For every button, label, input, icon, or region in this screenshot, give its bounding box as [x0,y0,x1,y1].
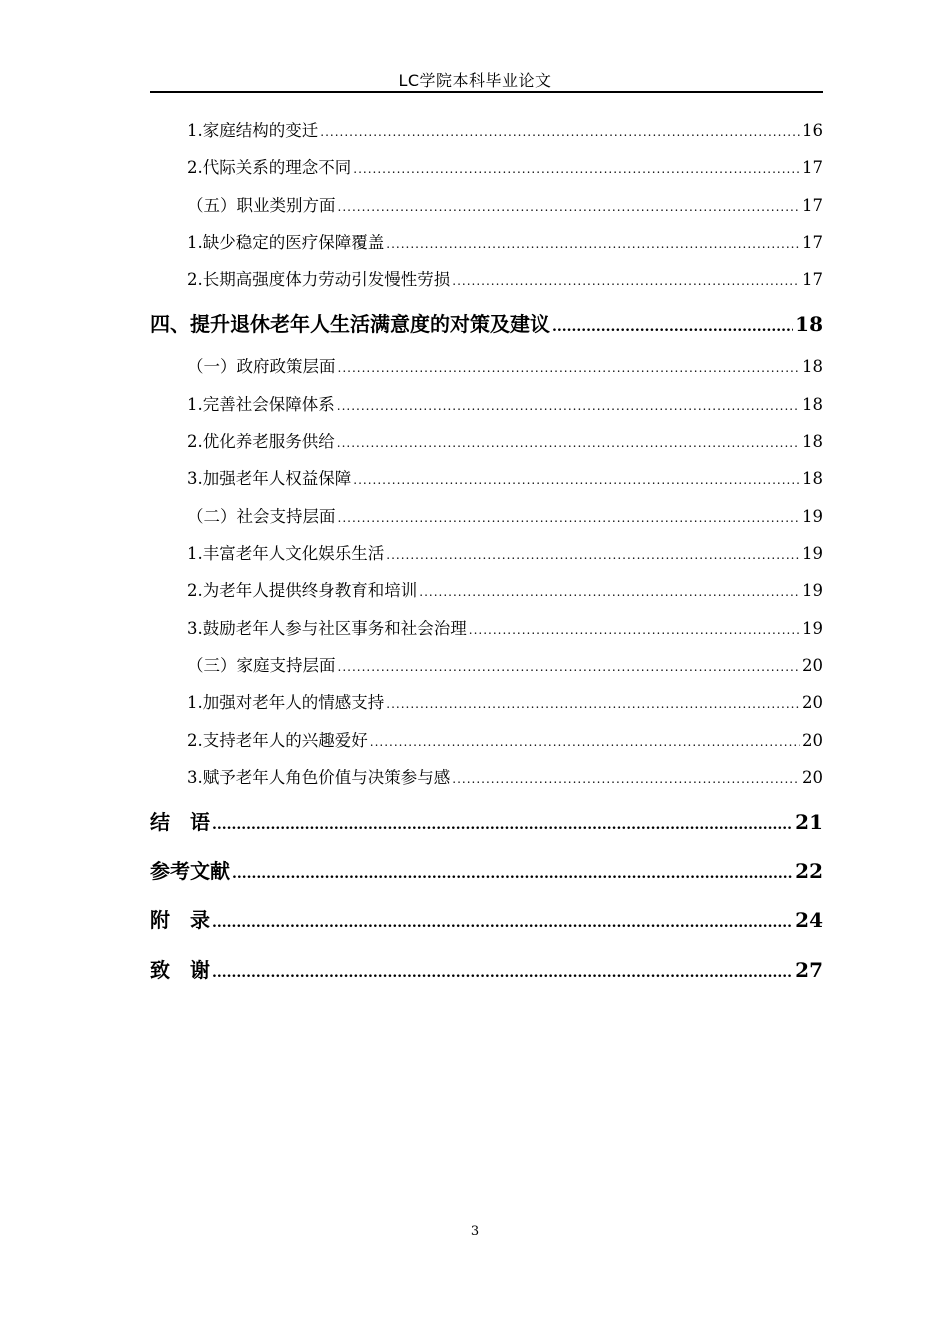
toc-entry-page: 19 [802,581,823,600]
toc-entry-page: 20 [802,768,823,787]
toc-dot-leader [469,624,800,637]
toc-dot-leader [337,400,800,413]
toc-entry[interactable] [150,657,823,675]
toc-dot-leader [452,275,800,288]
toc-entry-page: 17 [802,270,823,289]
toc-dot-leader [370,736,800,749]
toc-entry-label: 3.鼓励老年人参与社区事务和社会治理 [187,619,467,638]
running-header-title: LC学院本科毕业论文 [398,71,552,90]
toc-entry-label: 结 语 [150,810,210,834]
toc-entry[interactable] [150,433,823,451]
page-number: 3 [470,1224,480,1239]
toc-dot-leader [338,362,801,375]
toc-dot-leader [212,966,793,981]
toc-chapter-entry[interactable] [150,313,823,335]
toc-entry-label: 2.长期高强度体力劳动引发慢性劳损 [187,270,451,289]
toc-entry-page: 27 [795,958,823,982]
toc-entry[interactable] [150,582,823,600]
toc-entry-label: 2.为老年人提供终身教育和培训 [187,581,418,600]
toc-entry-page: 18 [802,469,823,488]
toc-dot-leader [552,320,793,335]
toc-entry-label: 1.家庭结构的变迁 [187,121,319,140]
toc-entry-label: 2.优化养老服务供给 [187,432,335,451]
toc-entry[interactable] [150,545,823,563]
toc-entry[interactable] [150,197,823,215]
toc-entry[interactable] [150,234,823,252]
toc-dot-leader [386,549,800,562]
toc-dot-leader [320,126,800,139]
toc-entry-page: 17 [802,158,823,177]
toc-entry-label: 1.加强对老年人的情感支持 [187,693,385,712]
toc-entry-page: 17 [802,233,823,252]
toc-entry-label: （二）社会支持层面 [187,507,336,526]
toc-entry-page: 19 [802,544,823,563]
toc-entry-label: 2.支持老年人的兴趣爱好 [187,731,368,750]
toc-dot-leader [338,512,801,525]
toc-entry-page: 20 [802,656,823,675]
toc-entry-page: 18 [802,432,823,451]
toc-entry-page: 20 [802,731,823,750]
toc-entry-label: 3.赋予老年人角色价值与决策参与感 [187,768,451,787]
toc-entry[interactable] [150,271,823,289]
toc-entry[interactable] [150,732,823,750]
toc-entry[interactable] [150,620,823,638]
toc-dot-leader [419,586,800,599]
toc-dot-leader [212,916,793,931]
toc-chapter-entry[interactable] [150,860,823,882]
toc-entry[interactable] [150,122,823,140]
toc-dot-leader [232,867,793,882]
toc-dot-leader [353,163,800,176]
toc-entry-label: 1.丰富老年人文化娱乐生活 [187,544,385,563]
toc-dot-leader [212,818,793,833]
toc-entry-label: 1.完善社会保障体系 [187,395,335,414]
toc-entry[interactable] [150,159,823,177]
toc-entry-label: 2.代际关系的理念不同 [187,158,352,177]
toc-entry-label: 致 谢 [150,958,210,982]
toc-entry-label: 附 录 [150,908,210,932]
toc-entry-label: 3.加强老年人权益保障 [187,469,352,488]
table-of-contents [150,0,823,1344]
toc-entry-label: （三）家庭支持层面 [187,656,336,675]
toc-chapter-entry[interactable] [150,909,823,931]
toc-entry-label: 1.缺少稳定的医疗保障覆盖 [187,233,385,252]
toc-dot-leader [338,661,801,674]
toc-entry[interactable] [150,694,823,712]
toc-entry-page: 22 [795,859,823,883]
toc-entry-label: （一）政府政策层面 [187,357,336,376]
toc-entry-page: 19 [802,619,823,638]
toc-entry[interactable] [150,769,823,787]
toc-chapter-entry[interactable] [150,811,823,833]
toc-dot-leader [337,437,800,450]
toc-entry-page: 19 [802,507,823,526]
toc-entry-page: 24 [795,908,823,932]
toc-entry-label: 参考文献 [150,859,230,883]
toc-entry-page: 20 [802,693,823,712]
toc-entry[interactable] [150,396,823,414]
toc-dot-leader [353,474,800,487]
toc-chapter-entry[interactable] [150,959,823,981]
toc-entry-page: 21 [795,810,823,834]
toc-entry-page: 17 [802,196,823,215]
toc-entry-label: （五）职业类别方面 [187,196,336,215]
toc-entry-page: 16 [802,121,823,140]
toc-dot-leader [338,201,801,214]
toc-entry-label: 四、提升退休老年人生活满意度的对策及建议 [150,312,550,336]
toc-entry-page: 18 [802,395,823,414]
toc-entry-page: 18 [802,357,823,376]
toc-dot-leader [386,238,800,251]
toc-entry[interactable] [150,508,823,526]
toc-entry[interactable] [150,470,823,488]
toc-dot-leader [452,773,800,786]
toc-entry-page: 18 [795,312,823,336]
toc-entry[interactable] [150,358,823,376]
toc-dot-leader [386,698,800,711]
